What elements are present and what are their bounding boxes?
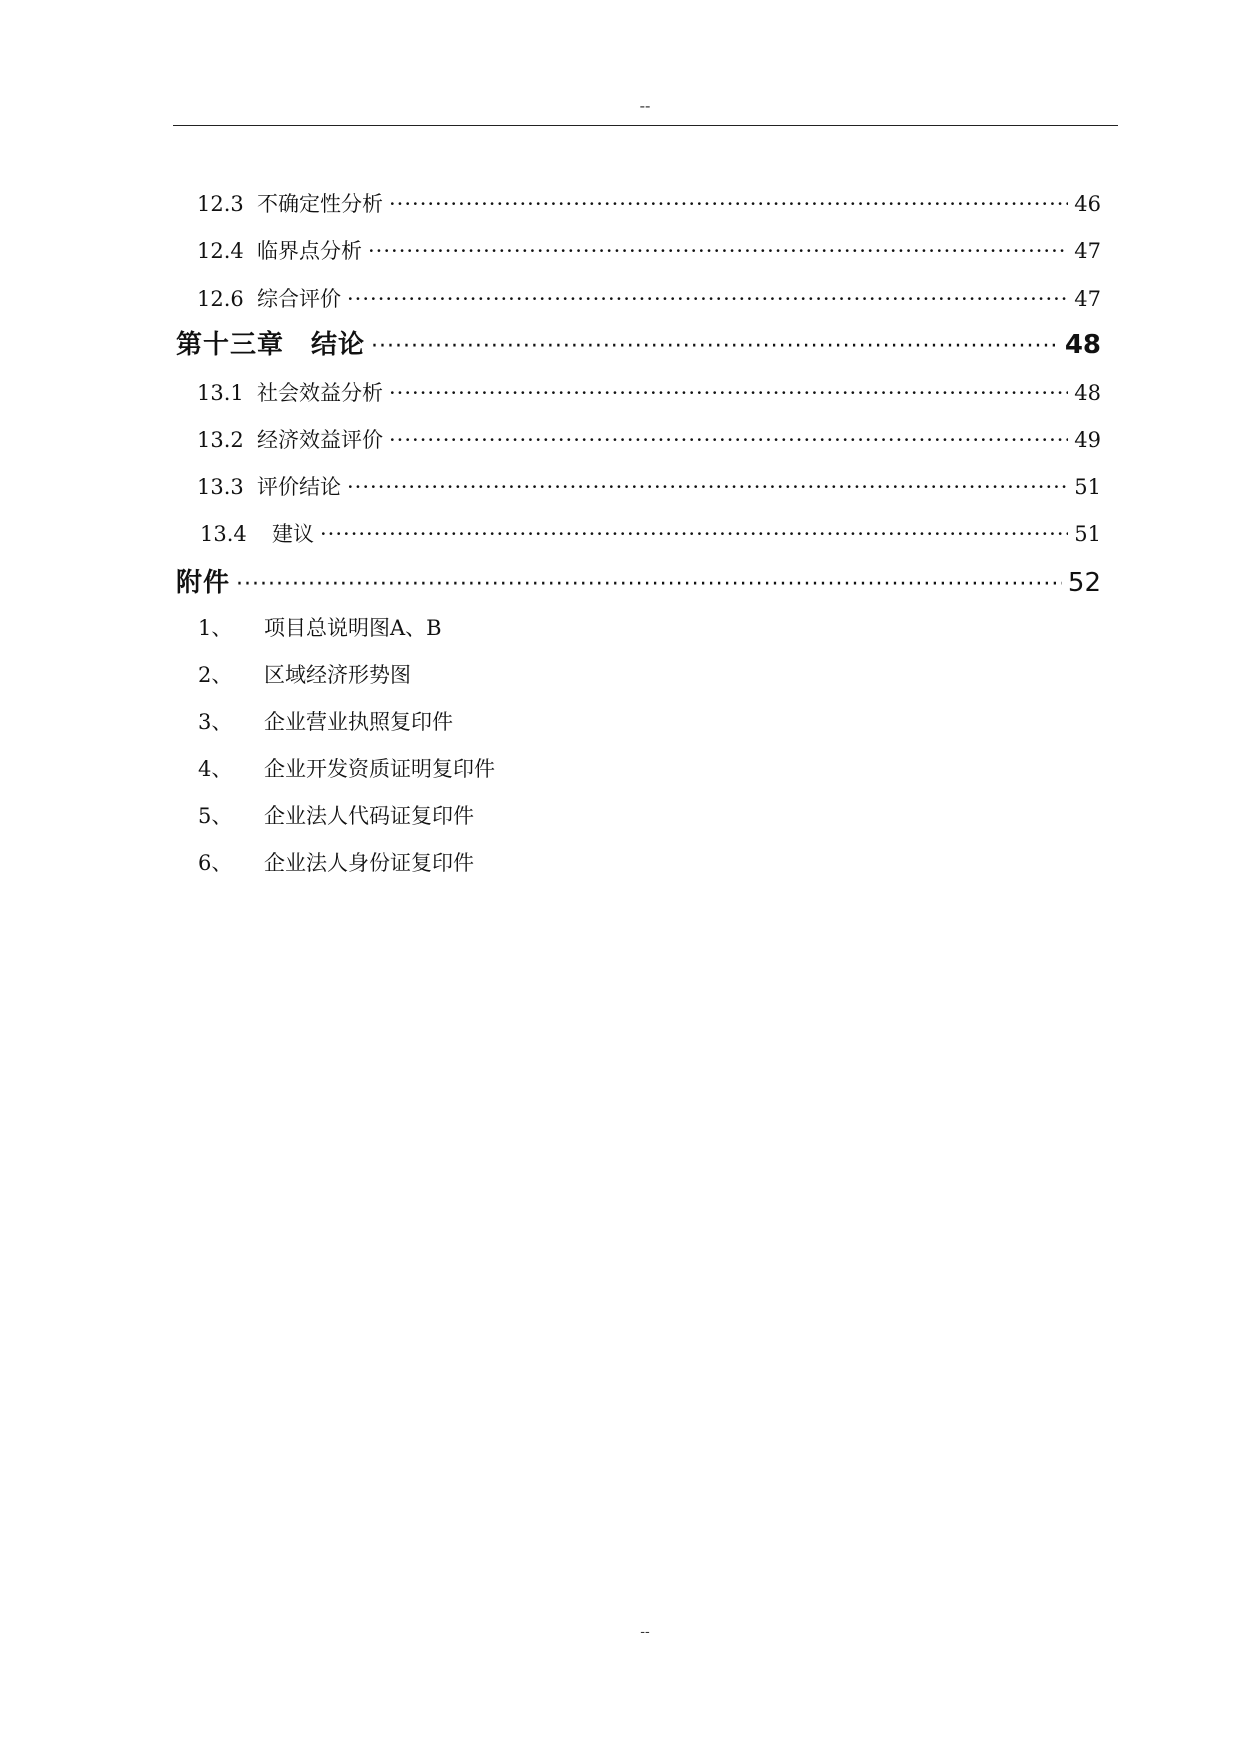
toc-chapter-attachments[interactable]	[176, 562, 1101, 599]
attachment-title: 企业法人代码证复印件	[264, 804, 474, 828]
attachment-title: 企业营业执照复印件	[264, 710, 453, 734]
attachment-item	[198, 753, 495, 783]
toc-entry-12-6[interactable]	[197, 283, 1101, 313]
toc-entry-12-4[interactable]	[197, 235, 1101, 265]
dot-leader	[236, 572, 1062, 597]
attachment-item	[198, 706, 453, 736]
toc-entry-number: 12.6	[197, 287, 244, 311]
toc-entry-page: 51	[1074, 475, 1101, 499]
toc-entry-title: 临界点分析	[257, 239, 362, 263]
dot-leader	[371, 334, 1059, 359]
toc-entry-number: 13.3	[197, 475, 244, 499]
toc-entry-number: 13.2	[197, 428, 244, 452]
attachment-title: 企业法人身份证复印件	[264, 851, 474, 875]
attachment-item	[198, 847, 474, 877]
toc-entry-13-1[interactable]	[197, 377, 1101, 407]
dot-leader	[389, 381, 1068, 405]
toc-entry-title: 不确定性分析	[257, 192, 383, 216]
toc-entry-13-3[interactable]	[197, 471, 1101, 501]
toc-chapter-title: 附件	[176, 568, 231, 598]
toc-entry-page: 49	[1074, 428, 1101, 452]
toc-entry-13-4[interactable]	[200, 518, 1101, 548]
attachment-title: 区域经济形势图	[264, 663, 411, 687]
toc-entry-title: 综合评价	[257, 287, 341, 311]
page-header: --	[639, 96, 651, 115]
dot-leader	[389, 428, 1068, 452]
dot-leader	[347, 287, 1068, 311]
dot-leader	[368, 239, 1068, 263]
attachment-number: 6、	[198, 851, 233, 875]
toc-chapter-page: 48	[1064, 330, 1101, 360]
toc-chapter-title: 第十三章 结论	[176, 330, 366, 360]
dot-leader	[347, 475, 1068, 499]
dot-leader	[389, 192, 1068, 216]
toc-entry-title: 建议	[272, 522, 314, 546]
attachment-number: 2、	[198, 663, 233, 687]
attachment-item	[198, 800, 474, 830]
attachment-item	[198, 612, 442, 642]
toc-entry-page: 48	[1074, 381, 1101, 405]
attachment-number: 3、	[198, 710, 233, 734]
toc-chapter-page: 52	[1067, 568, 1101, 598]
attachment-title: 项目总说明图A、B	[264, 616, 442, 640]
toc-entry-12-3[interactable]	[197, 188, 1101, 218]
toc-entry-number: 12.4	[197, 239, 244, 263]
attachment-number: 5、	[198, 804, 233, 828]
attachment-item	[198, 659, 411, 689]
page-footer: --	[640, 1624, 650, 1640]
toc-entry-page: 47	[1074, 287, 1101, 311]
toc-entry-title: 评价结论	[257, 475, 341, 499]
toc-entry-page: 47	[1074, 239, 1101, 263]
toc-entry-title: 社会效益分析	[257, 381, 383, 405]
attachment-number: 1、	[198, 616, 233, 640]
toc-entry-page: 51	[1074, 522, 1101, 546]
toc-entry-number: 12.3	[197, 192, 244, 216]
toc-entry-number: 13.4	[200, 522, 247, 546]
attachment-title: 企业开发资质证明复印件	[264, 757, 495, 781]
toc-entry-13-2[interactable]	[197, 424, 1101, 454]
dot-leader	[320, 522, 1068, 546]
toc-entry-page: 46	[1074, 192, 1101, 216]
toc-entry-title: 经济效益评价	[257, 428, 383, 452]
attachment-number: 4、	[198, 757, 233, 781]
toc-chapter-13[interactable]	[176, 324, 1101, 361]
toc-entry-number: 13.1	[197, 381, 244, 405]
